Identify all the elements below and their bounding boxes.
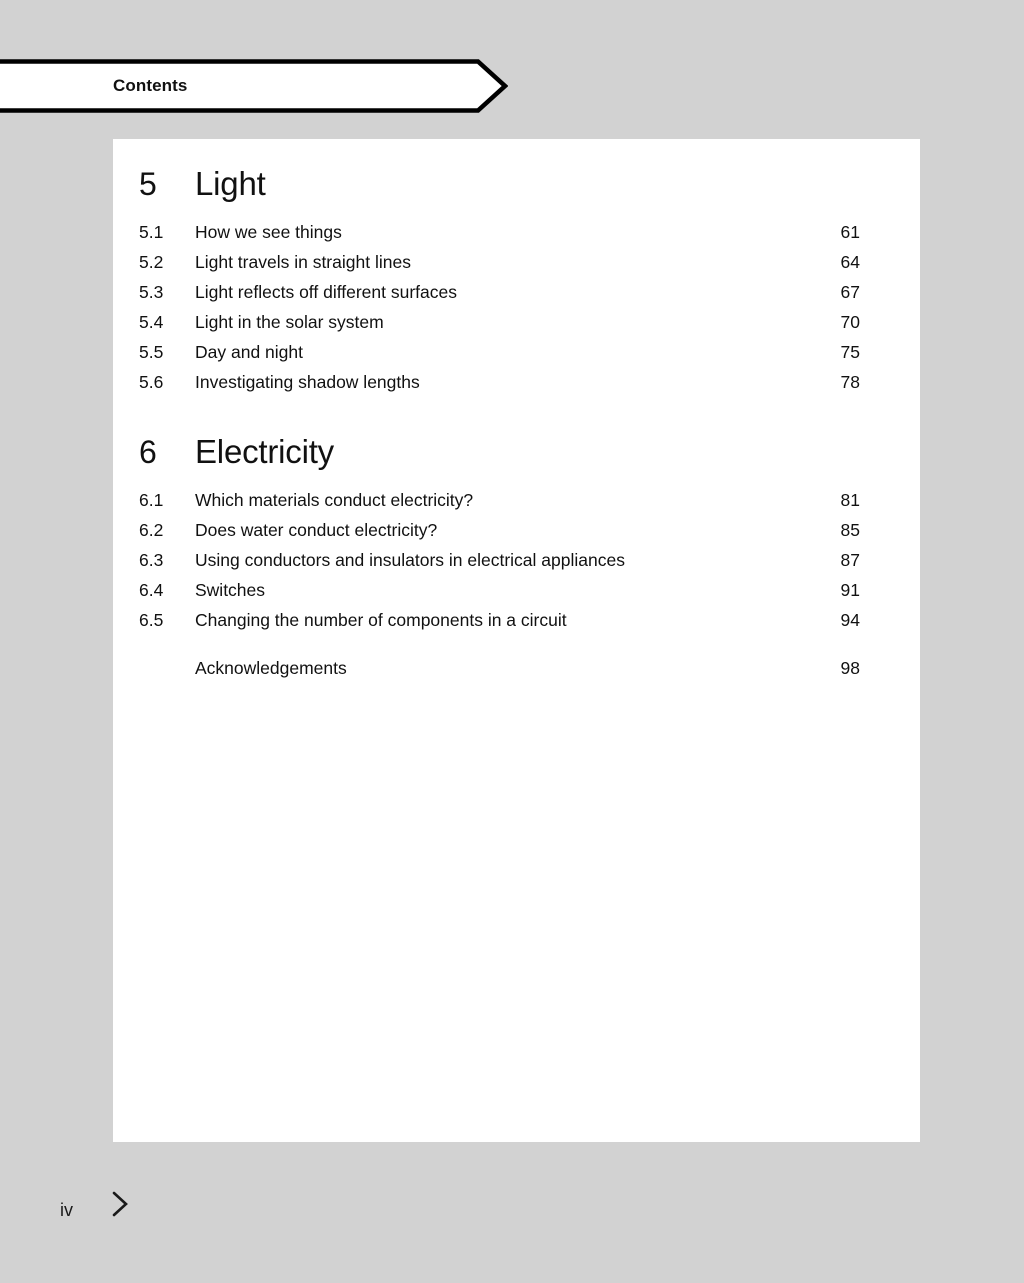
chapter-6-number: 6	[139, 434, 157, 470]
toc-row-page: 98	[840, 658, 860, 678]
toc-row-number: 6.4	[139, 580, 164, 600]
toc-row[interactable]	[113, 217, 920, 247]
banner-arrow-shape	[0, 59, 508, 113]
toc-row[interactable]	[113, 515, 920, 545]
toc-row-page: 67	[840, 282, 860, 302]
page-sheet	[113, 139, 920, 1142]
banner-title: Contents	[113, 76, 188, 95]
toc-row-acknowledgements[interactable]	[113, 653, 920, 683]
toc-row-title: Changing the number of components in a circuit	[195, 610, 567, 630]
toc-row-title: Investigating shadow lengths	[195, 372, 420, 392]
toc-row-page: 64	[840, 252, 860, 272]
toc-row-page: 75	[840, 342, 860, 362]
chapter-6	[113, 397, 920, 683]
toc-row[interactable]	[113, 337, 920, 367]
toc-row-number: 6.2	[139, 520, 164, 540]
toc-row-title: Day and night	[195, 342, 303, 362]
toc-row-page: 87	[840, 550, 860, 570]
toc-row-number: 6.5	[139, 610, 164, 630]
chapter-5-title: Light	[195, 165, 266, 202]
toc-row[interactable]	[113, 485, 920, 515]
toc-row-number: 5.4	[139, 312, 164, 332]
chapter-5-heading	[113, 139, 920, 200]
toc-row-title: Using conductors and insulators in electrical appliances	[195, 550, 625, 570]
toc-row-page: 91	[840, 580, 860, 600]
chapter-6-entries	[113, 468, 920, 683]
toc-row[interactable]	[113, 545, 920, 575]
toc-row-number: 5.6	[139, 372, 164, 392]
toc-row[interactable]	[113, 367, 920, 397]
table-of-contents	[113, 139, 920, 683]
toc-row-page: 70	[840, 312, 860, 332]
toc-row-title: Light travels in straight lines	[195, 252, 411, 272]
toc-row-title: Light reflects off different surfaces	[195, 282, 457, 302]
toc-row-number: 6.3	[139, 550, 164, 570]
chapter-5	[113, 139, 920, 397]
toc-row[interactable]	[113, 307, 920, 337]
toc-row-title: Light in the solar system	[195, 312, 384, 332]
toc-row[interactable]	[113, 575, 920, 605]
toc-row-page: 61	[840, 222, 860, 242]
chapter-5-entries	[113, 200, 920, 397]
chevron-right-icon[interactable]	[105, 1187, 135, 1221]
toc-row-title: Switches	[195, 580, 266, 600]
chapter-6-title: Electricity	[195, 433, 334, 470]
footer-page-number: iv	[60, 1200, 73, 1220]
toc-row-title: Which materials conduct electricity?	[195, 490, 474, 510]
toc-row-title: Does water conduct electricity?	[195, 520, 438, 540]
toc-row-page: 85	[840, 520, 860, 540]
toc-row-number: 5.2	[139, 252, 164, 272]
page-footer	[0, 1185, 1024, 1235]
toc-row[interactable]	[113, 247, 920, 277]
toc-row-number: 5.5	[139, 342, 164, 362]
toc-row[interactable]	[113, 605, 920, 635]
chapter-5-number: 5	[139, 166, 157, 202]
toc-row-number: 5.3	[139, 282, 164, 302]
toc-row-title: Acknowledgements	[195, 658, 347, 678]
toc-row-title: How we see things	[195, 222, 342, 242]
contents-banner	[0, 59, 508, 113]
chapter-6-heading	[113, 397, 920, 468]
toc-row[interactable]	[113, 277, 920, 307]
toc-row-number: 5.1	[139, 222, 164, 242]
toc-row-page: 78	[840, 372, 860, 392]
toc-row-page: 81	[840, 490, 860, 510]
toc-row-number: 6.1	[139, 490, 164, 510]
toc-row-page: 94	[840, 610, 860, 630]
